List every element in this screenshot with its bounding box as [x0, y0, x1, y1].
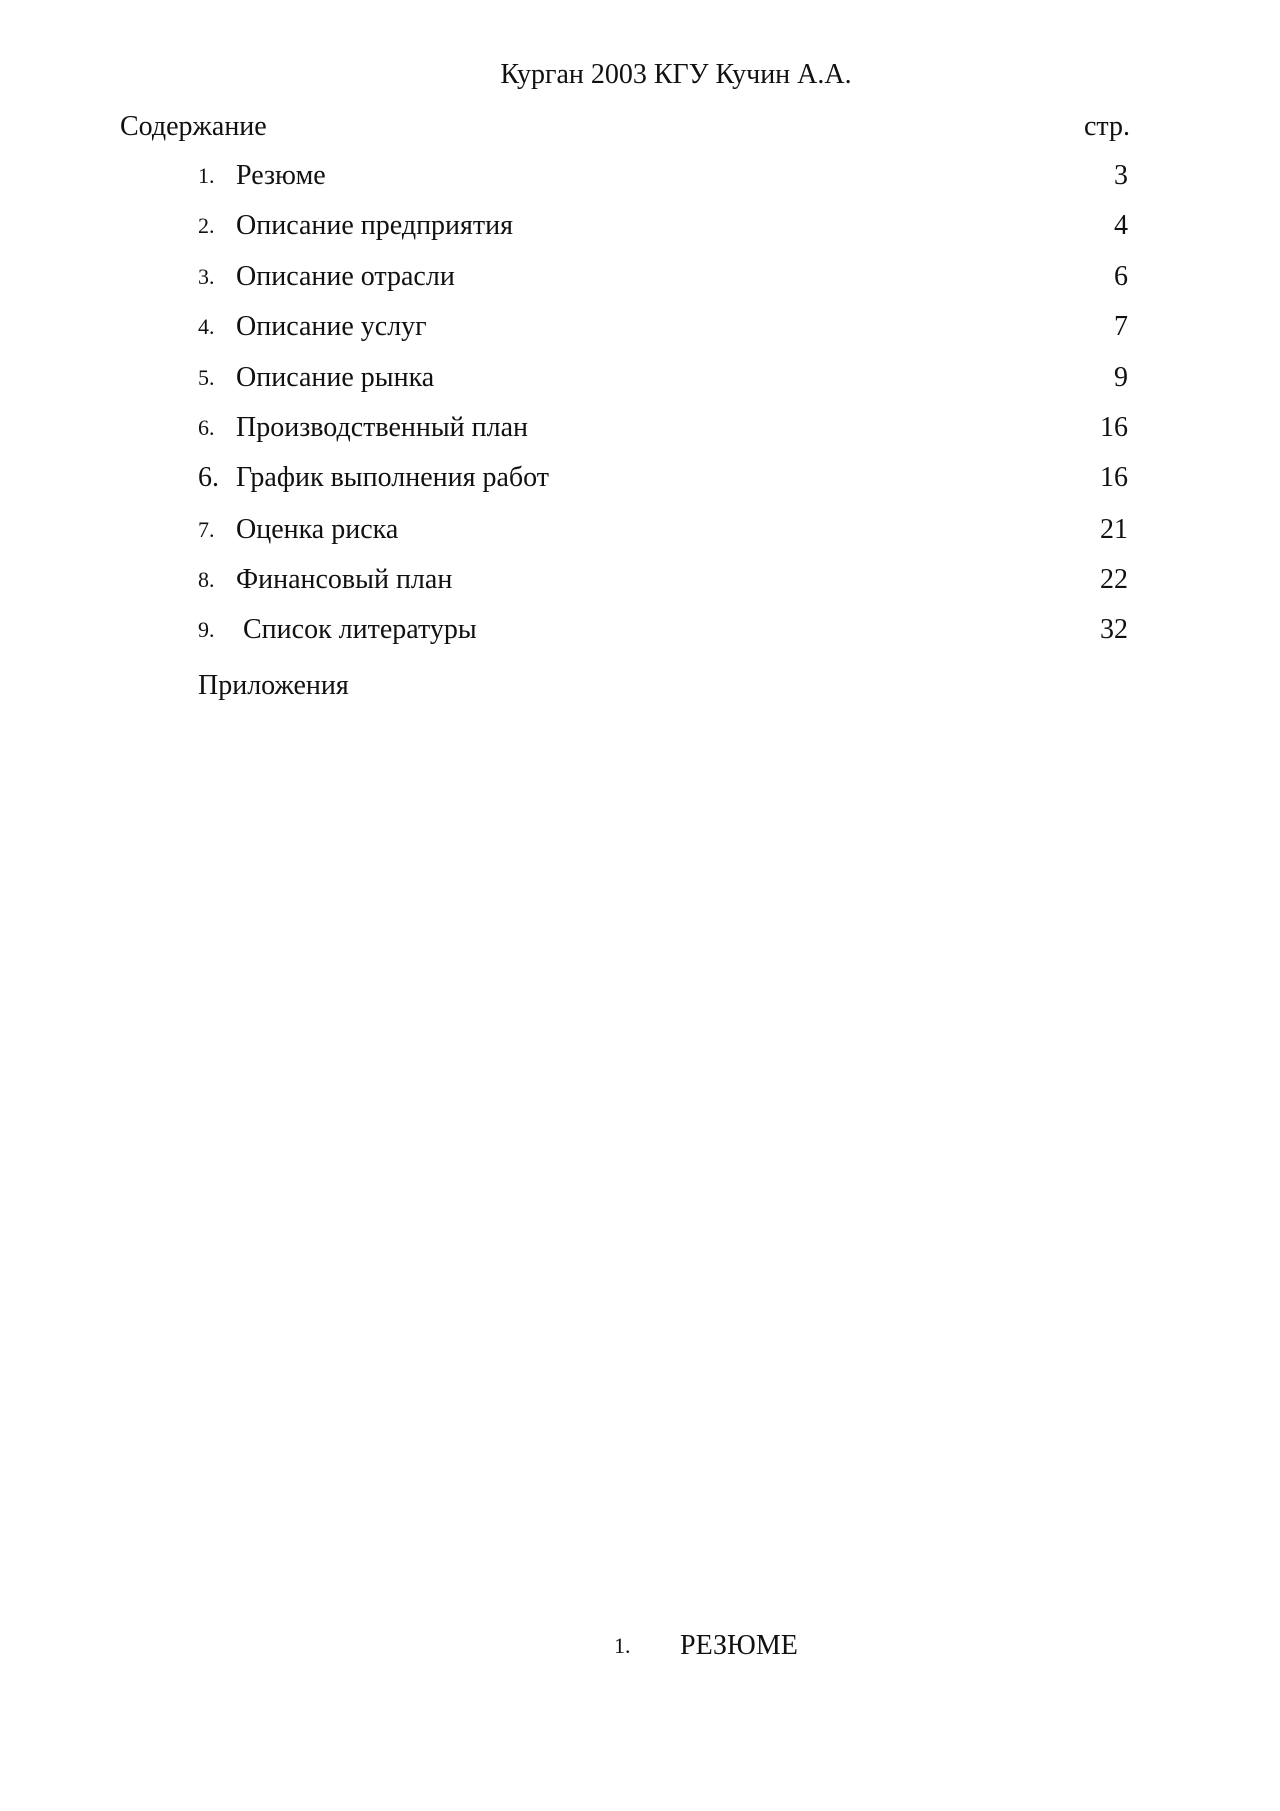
toc-entry [0, 460, 1280, 496]
toc-entry-number: 6. [198, 462, 219, 493]
toc-appendix: Приложения [198, 670, 349, 701]
toc-entry-number: 7. [198, 517, 215, 542]
toc-entry [0, 360, 1280, 396]
toc-entry-number: 4. [198, 314, 215, 339]
section-heading [0, 1626, 1280, 1666]
toc-entry-title: Описание услуг [236, 311, 427, 342]
toc-entry-page: 9 [1114, 362, 1128, 393]
toc-entry-title: Резюме [236, 160, 326, 191]
toc-entry [0, 562, 1280, 598]
toc-entry [0, 612, 1280, 648]
toc-heading: Содержание [120, 111, 267, 142]
toc-entry-number: 6. [198, 415, 215, 440]
toc-entry-title: Список литературы [236, 614, 477, 645]
toc-entry-number: 5. [198, 365, 215, 390]
toc-entry-title: Описание предприятия [236, 210, 514, 241]
toc-entry [0, 512, 1280, 548]
toc-entry-page: 21 [1100, 514, 1128, 545]
toc-entry [0, 309, 1280, 345]
toc-entry-title: Финансовый план [236, 564, 453, 595]
toc-entry-page: 16 [1100, 462, 1128, 493]
toc-entry-title: График выполнения работ [236, 462, 550, 493]
toc-entry-title: Оценка риска [236, 514, 399, 545]
toc-entry-page: 3 [1114, 160, 1128, 191]
toc-entry [0, 259, 1280, 295]
toc-entry [0, 410, 1280, 446]
toc-entry-page: 16 [1100, 412, 1128, 443]
toc-entry-number: 1. [198, 163, 215, 188]
toc-entry-number: 8. [198, 567, 215, 592]
toc-entry-number: 2. [198, 213, 215, 238]
toc-entry-page: 7 [1114, 311, 1128, 342]
toc-entry-page: 22 [1100, 564, 1128, 595]
toc-entry-number: 9. [198, 617, 215, 642]
section-title: РЕЗЮМЕ [680, 1630, 798, 1661]
toc-entry-number: 3. [198, 264, 215, 289]
toc-entry-page: 32 [1100, 614, 1128, 645]
toc-page-column-label: стр. [1083, 111, 1130, 142]
toc-entry [0, 158, 1280, 194]
toc-entry [0, 208, 1280, 244]
toc-entry-page: 4 [1114, 210, 1128, 241]
section-number: 1. [614, 1633, 631, 1658]
toc-entry-title: Описание отрасли [236, 261, 455, 292]
toc-entry-page: 6 [1114, 261, 1128, 292]
document-header: Курган 2003 КГУ Кучин А.А. [500, 59, 852, 90]
toc-entry-title: Производственный план [236, 412, 529, 443]
toc-entry-title: Описание рынка [236, 362, 435, 393]
